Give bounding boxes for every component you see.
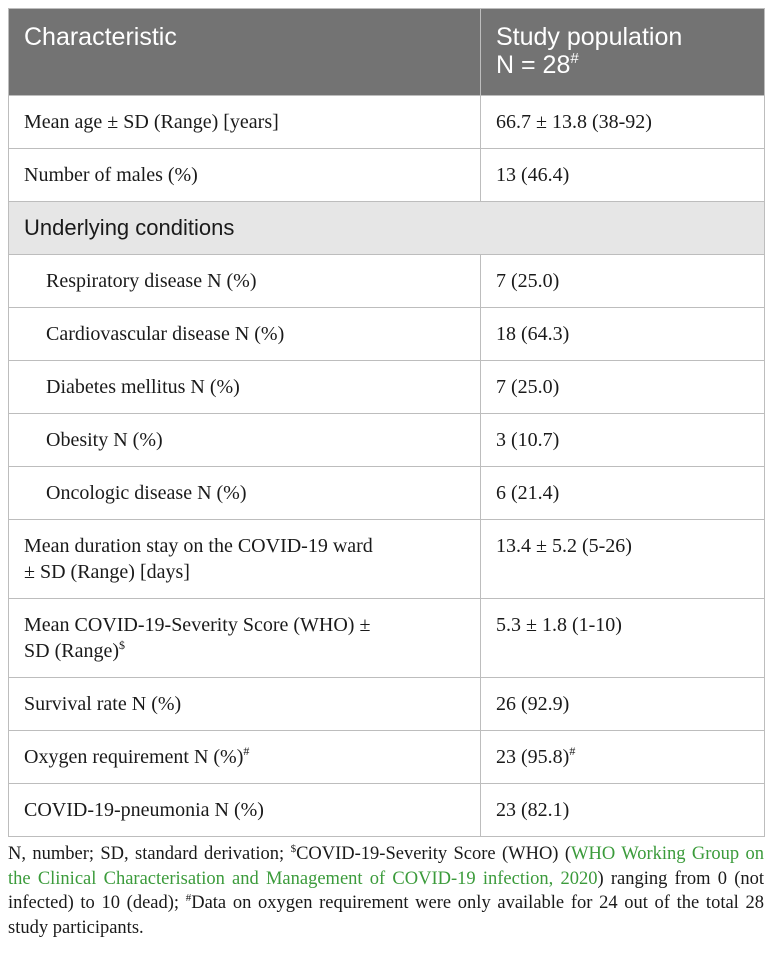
row-value bbox=[481, 731, 765, 784]
row-value: 23 (82.1) bbox=[481, 784, 765, 837]
footnote-text: COVID-19-Severity Score (WHO) ( bbox=[296, 844, 571, 864]
row-value: 13.4 ± 5.2 (5-26) bbox=[481, 520, 765, 599]
row-label bbox=[9, 520, 481, 599]
row-label: Mean age ± SD (Range) [years] bbox=[9, 96, 481, 149]
row-value: 13 (46.4) bbox=[481, 149, 765, 202]
table-row bbox=[9, 414, 765, 467]
table-header-row bbox=[9, 9, 765, 96]
table-row bbox=[9, 599, 765, 678]
row-label-line1: Mean duration stay on the COVID-19 ward bbox=[24, 535, 373, 557]
row-value: 18 (64.3) bbox=[481, 308, 765, 361]
table-row bbox=[9, 784, 765, 837]
row-value: 6 (21.4) bbox=[481, 467, 765, 520]
row-label: Oncologic disease N (%) bbox=[9, 467, 481, 520]
table-row bbox=[9, 731, 765, 784]
row-label: Survival rate N (%) bbox=[9, 678, 481, 731]
hash-mark: # bbox=[243, 744, 250, 758]
row-value: 7 (25.0) bbox=[481, 255, 765, 308]
footnote-text: Data on oxygen requirement were only available for 24 out of the total 28 study participants. bbox=[8, 893, 764, 938]
table-row bbox=[9, 96, 765, 149]
table-row bbox=[9, 308, 765, 361]
row-value: 3 (10.7) bbox=[481, 414, 765, 467]
hash-mark: # bbox=[185, 892, 192, 904]
table-row bbox=[9, 520, 765, 599]
row-label: COVID-19-pneumonia N (%) bbox=[9, 784, 481, 837]
study-population-table bbox=[8, 8, 765, 837]
row-value: 26 (92.9) bbox=[481, 678, 765, 731]
table-row bbox=[9, 149, 765, 202]
row-label: Diabetes mellitus N (%) bbox=[9, 361, 481, 414]
row-label-line2: ± SD (Range) [days] bbox=[24, 561, 190, 583]
row-label-line2: SD (Range) bbox=[24, 640, 119, 662]
row-label: Number of males (%) bbox=[9, 149, 481, 202]
row-label-text: Oxygen requirement N (%) bbox=[24, 746, 244, 768]
row-value-text: 23 (95.8) bbox=[496, 746, 570, 768]
row-label: Respiratory disease N (%) bbox=[9, 255, 481, 308]
row-value: 66.7 ± 13.8 (38-92) bbox=[481, 96, 765, 149]
hash-mark: # bbox=[569, 744, 576, 758]
row-value: 7 (25.0) bbox=[481, 361, 765, 414]
header-characteristic: Characteristic bbox=[9, 9, 481, 96]
header-study-population bbox=[481, 9, 765, 96]
dollar-mark: $ bbox=[290, 843, 297, 855]
footnote-text: ) ranging from 0 (not infected) to 10 (dead); bbox=[8, 868, 765, 913]
table-row bbox=[9, 467, 765, 520]
table-row bbox=[9, 255, 765, 308]
row-label: Obesity N (%) bbox=[9, 414, 481, 467]
table-row bbox=[9, 361, 765, 414]
row-label bbox=[9, 599, 481, 678]
row-label-line1: Mean COVID-19-Severity Score (WHO) ± bbox=[24, 614, 371, 636]
section-row-underlying-conditions bbox=[9, 202, 765, 255]
table-footnote bbox=[8, 842, 764, 940]
reference-link[interactable]: WHO Working Group on the Clinical Characterisation and Management of COVID-19 infection, 2020 bbox=[8, 844, 764, 889]
footnote-text: N, number; SD, standard derivation; bbox=[8, 844, 291, 864]
row-label bbox=[9, 731, 481, 784]
header-study-population-line1: Study population bbox=[496, 23, 683, 51]
header-hash-mark: # bbox=[570, 50, 579, 67]
row-label: Cardiovascular disease N (%) bbox=[9, 308, 481, 361]
section-title: Underlying conditions bbox=[9, 202, 765, 255]
dollar-mark: $ bbox=[118, 638, 125, 652]
row-value: 5.3 ± 1.8 (1-10) bbox=[481, 599, 765, 678]
header-study-population-n: N = 28 bbox=[496, 51, 571, 79]
table-row bbox=[9, 678, 765, 731]
